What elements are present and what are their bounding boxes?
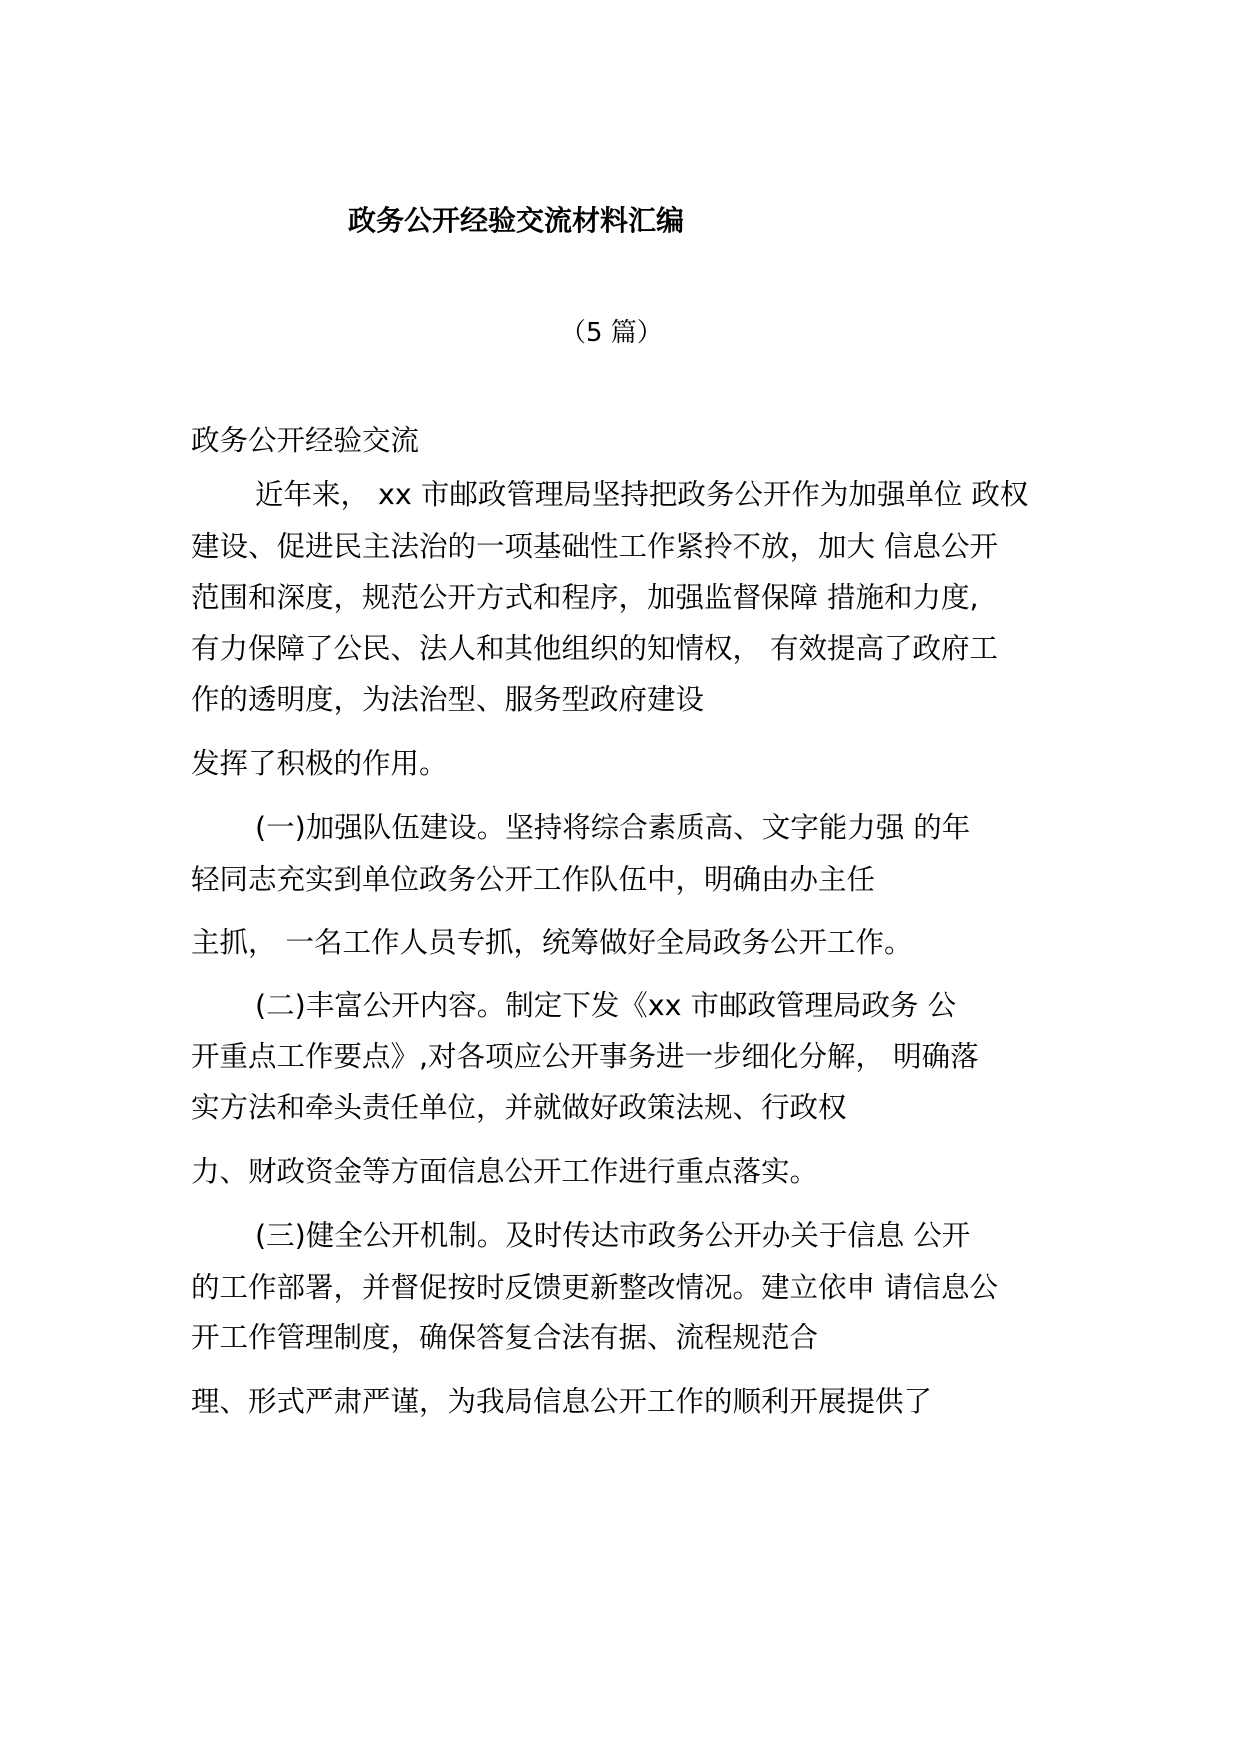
section-heading: 政务公开经验交流: [191, 424, 420, 457]
paragraph-line: 开工作管理制度，确保答复合法有据、流程规范合: [191, 1321, 819, 1354]
paragraph-line: (一)加强队伍建设。坚持将综合素质高、文字能力强 的年: [255, 811, 971, 844]
paragraph-line: 有力保障了公民、法人和其他组织的知情权， 有效提高了政府工: [191, 632, 999, 665]
paragraph-line: 近年来， xx 市邮政管理局坚持把政务公开作为加强单位 政权: [255, 478, 1029, 511]
paragraph-line: (三)健全公开机制。及时传达市政务公开办关于信息 公开: [255, 1219, 971, 1252]
paragraph-line: 范围和深度，规范公开方式和程序，加强监督保障 措施和力度,: [191, 581, 979, 614]
paragraph-line: 建设、促进民主法治的一项基础性工作紧拎不放，加大 信息公开: [191, 530, 999, 563]
paragraph-line: 主抓， 一名工作人员专抓，统筹做好全局政务公开工作。: [191, 926, 913, 959]
paragraph-line: 实方法和牵头责任单位，并就做好政策法规、行政权: [191, 1091, 847, 1124]
document-title: 政务公开经验交流材料汇编: [348, 204, 685, 237]
paragraph-line: (二)丰富公开内容。制定下发《xx 市邮政管理局政务 公: [255, 989, 957, 1022]
paragraph-line: 轻同志充实到单位政务公开工作队伍中，明确由办主任: [191, 863, 876, 896]
paragraph-line: 力、财政资金等方面信息公开工作进行重点落实。: [191, 1155, 819, 1188]
paragraph-line: 理、形式严肃严谨，为我局信息公开工作的顺利开展提供了: [191, 1385, 933, 1418]
document-subtitle: （5 篇）: [560, 318, 663, 348]
paragraph-line: 的工作部署，并督促按时反馈更新整改情况。建立依申 请信息公: [191, 1271, 999, 1304]
paragraph-line: 作的透明度，为法治型、服务型政府建设: [191, 683, 705, 716]
paragraph-line: 发挥了积极的作用。: [191, 747, 448, 780]
paragraph-line: 开重点工作要点》,对各项应公开事务进一步细化分解， 明确落: [191, 1040, 979, 1073]
